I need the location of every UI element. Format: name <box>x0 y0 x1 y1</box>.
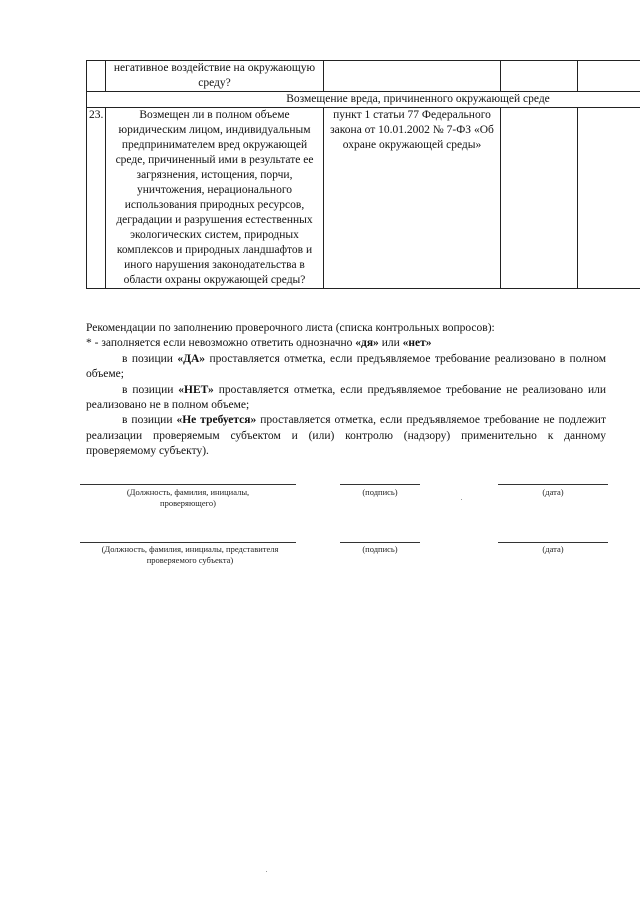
inspector-signature-line <box>80 484 296 485</box>
basis-cell: пункт 1 статьи 77 Федерального закона от 10.01.2002 № 7-ФЗ «Об охране окружающей среды» <box>324 108 501 289</box>
question-cell: негативное воздействие на окружающую среду? <box>106 61 324 92</box>
signature-caption: (подпись) <box>362 544 398 554</box>
signature-caption: (подпись) <box>362 487 398 497</box>
answer-cell <box>501 61 578 92</box>
checklist-table <box>86 60 640 289</box>
question-cell: Возмещен ли в полном объеме юридическим лицом, индивидуальным предпринимателем вред окружающей среде, причиненный ими в результате ее загрязнения, истощения, порчи, уничтожения, нерационального использования природных ресурсов, деградации и разрушения естественных экологических систем, природных комплексов и природных ландшафтов и иного нарушения законодательства в области охраны окружающей среды? <box>106 108 324 289</box>
answer-cell <box>501 108 578 289</box>
table-row <box>87 108 640 289</box>
basis-cell <box>324 61 501 92</box>
representative-caption: (Должность, фамилия, инициалы, представителя проверяемого субъекта) <box>101 544 279 565</box>
row-number-cell: 23. <box>87 108 106 289</box>
signature-line <box>340 542 420 543</box>
date-caption: (дата) <box>542 544 564 554</box>
scan-speck <box>461 499 462 500</box>
not-required-rule: в позиции «Не требуется» проставляется отметка, если предъявляемое требование не подлежит реализации проверяемым субъектом и (или) контролю (надзору) применительно к данному проверяемому субъекту). <box>86 414 606 458</box>
scan-speck <box>266 871 267 872</box>
yes-rule: в позиции «ДА» проставляется отметка, если предъявляемое требование реализовано в полном объеме; <box>86 352 606 381</box>
section-title: Возмещение вреда, причиненного окружающей среде <box>87 92 640 108</box>
note-cell <box>578 108 640 289</box>
signature-line <box>340 484 420 485</box>
no-rule: в позиции «НЕТ» проставляется отметка, если предъявляемое требование не реализовано или реализовано не в полном объеме; <box>86 383 606 412</box>
table-row <box>87 61 640 92</box>
row-number-cell <box>87 61 106 92</box>
star-note: * - заполняется если невозможно ответить однозначно «дя» или «нет» <box>86 337 432 350</box>
representative-signature-line <box>80 542 296 543</box>
date-line <box>498 484 608 485</box>
note-cell <box>578 61 640 92</box>
recommendations <box>86 321 606 460</box>
date-line <box>498 542 608 543</box>
section-row <box>87 92 640 108</box>
inspector-caption: (Должность, фамилия, инициалы, проверяющего) <box>126 487 250 508</box>
recommendations-heading: Рекомендации по заполнению проверочного листа (списка контрольных вопросов): <box>86 322 495 334</box>
no-keyword: «нет» <box>402 337 432 350</box>
yes-keyword: «дя» <box>355 337 379 350</box>
date-caption: (дата) <box>542 487 564 497</box>
